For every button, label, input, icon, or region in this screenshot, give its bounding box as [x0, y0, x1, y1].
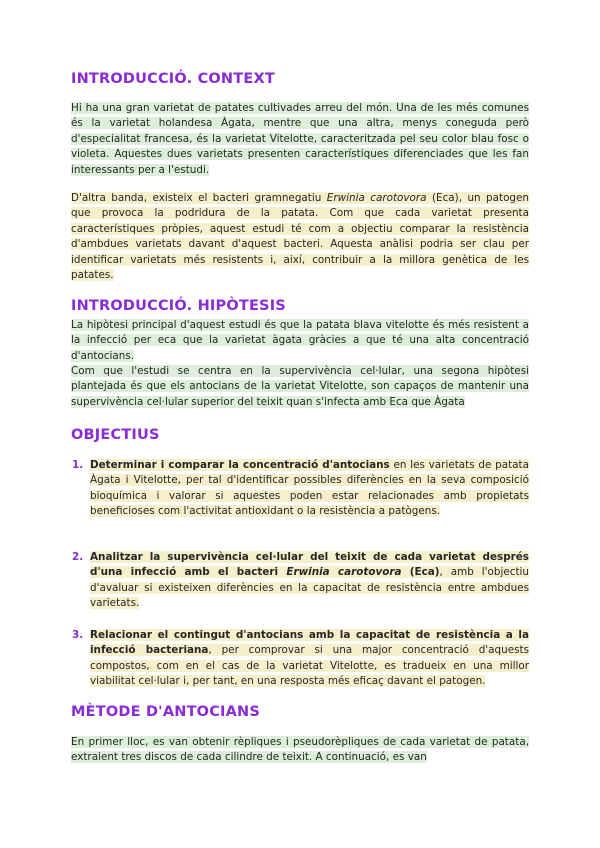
context-paragraph-2: [71, 191, 529, 283]
method-paragraph-1: [71, 735, 529, 766]
objective-bold-text: Determinar i comparar la concentració d'antocians: [90, 459, 390, 471]
objective-number: 1.: [72, 459, 84, 471]
context-paragraph-1-text: Hi ha una gran varietat de patates cultivades arreu del món. Una de les més comunes és la varietat holandesa Àgata, mentre que una altra, menys coneguda però d'especialitat francesa, és la varietat Vitelotte, caracteritzada pel seu color blau fosc o violeta. Aquestes dues varietats presenten característiques diferenciades que les fan interessants per a l'estudi.: [71, 102, 529, 176]
heading-method: MÈTODE D'ANTOCIANS: [71, 704, 261, 720]
species-name: Erwinia carotovora: [286, 566, 402, 579]
objective-item: [72, 550, 530, 612]
objective-bold-text: Analitzar la supervivència cel·lular del teixit de cada varietat després d'una infecció amb el bacteri: [90, 551, 529, 579]
hypothesis-paragraph-2: [71, 364, 529, 410]
heading-objectives: OBJECTIUS: [71, 427, 160, 443]
objective-text: en les varietats de patata Àgata i Vitelotte, per tal d'identificar possibles diferències en la seva composició bioquímica i valorar si aquestes poden estar relacionades amb propietats beneficioses com l'activitat antioxidant o la resistència a patògens.: [90, 459, 529, 518]
objective-item: [72, 458, 529, 520]
objective-number: 2.: [72, 551, 84, 563]
context-paragraph-1: [71, 101, 529, 178]
hypothesis-paragraph-1: [71, 318, 529, 364]
objective-bold-text: Relacionar el contingut d'antocians amb la capacitat de resistència a la infecció bacteriana: [90, 629, 529, 657]
context-p2-end: (Eca), un patogen que provoca la podridura de la patata. Com que cada varietat presenta característiques pròpies, aquest estudi té com a objectiu comparar la resistència d'ambdues varietats davant d'aquest bacteri. Aquesta anàlisi podria ser clau per identificar varietats més resistents i, així, contribuir a la millora genètica de les patates.: [71, 192, 530, 282]
method-paragraph-1-text: En primer lloc, es van obtenir rèpliques i pseudorèpliques de cada varietat de patata, extraient tres discos de cada cilindre de teixit. A continuació, es van: [71, 736, 529, 764]
objective-item: [72, 628, 529, 690]
objective-bold-text-end: (Eca): [401, 566, 440, 579]
hypothesis-paragraph-2-text: Com que l'estudi se centra en la supervivència cel·lular, una segona hipòtesi plantejada és que els antocians de la varietat Vitelotte, son capaços de mantenir una supervivència cel·lular superior del teixit quan s'infecta amb Eca que Àgata: [71, 365, 529, 408]
context-p2-start: D'altra banda, existeix el bacteri gramnegatiu: [71, 192, 327, 204]
species-name: Erwinia carotovora: [326, 192, 427, 204]
hypothesis-paragraph-1-text: La hipòtesi principal d'aquest estudi és que la patata blava vitelotte és més resistent a la infecció per eca que la varietat àgata gràcies a que té una alta concentració d'antocians.: [71, 319, 529, 362]
objective-text: , per comprovar si una major concentració d'aquests compostos, com en el cas de la varietat Vitelotte, es tradueix en una millor viabilitat cel·lular i, per tant, en una resposta més eficaç davant el patogen.: [90, 644, 529, 688]
objective-text: , amb l'objectiu d'avaluar si existeixen diferències en la capacitat de resistència entre ambdues varietats.: [90, 566, 530, 610]
objective-number: 3.: [72, 629, 84, 641]
heading-hypothesis: INTRODUCCIÓ. HIPÒTESIS: [71, 298, 286, 314]
heading-context: INTRODUCCIÓ. CONTEXT: [71, 71, 275, 87]
